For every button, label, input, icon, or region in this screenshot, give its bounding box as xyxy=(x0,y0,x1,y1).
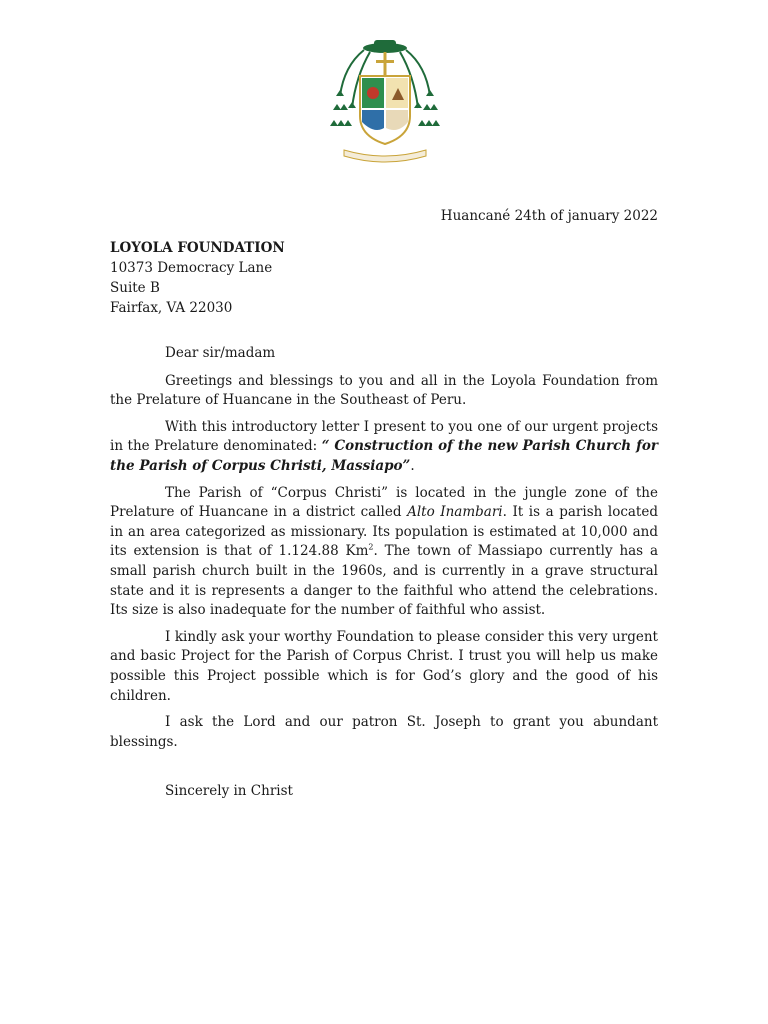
closing: Sincerely in Christ xyxy=(165,783,293,800)
paragraph-greeting: Greetings and blessings to you and all in the Loyola Foundation from the Prelature of Huancane in the Southeast of Peru. xyxy=(110,372,658,409)
paragraph-request: I kindly ask your worthy Foundation to please consider this very urgent and basic Project for the Parish of Corpus Christ. I trust you will help us make possible this Project possible which is for God’s glory and the good of his children. xyxy=(110,628,658,704)
salutation: Dear sir/madam xyxy=(165,345,276,361)
address-line-1: 10373 Democracy Lane xyxy=(110,260,273,276)
address-line-2: Suite B xyxy=(110,280,160,296)
paragraph-project-intro xyxy=(110,418,658,477)
recipient-organization: LOYOLA FOUNDATION xyxy=(110,240,285,256)
parish-text-a: The Parish of “Corpus Christi” is located in the jungle zone of the Prelature of Huancane in a district called xyxy=(110,484,658,521)
superscript-2: 2 xyxy=(368,542,374,552)
coat-of-arms-logo xyxy=(330,36,440,164)
address-line-3: Fairfax, VA 22030 xyxy=(110,300,233,316)
project-intro-text: With this introductory letter I present to you one of our urgent projects in the Prelature denominated: xyxy=(110,418,658,455)
paragraph-parish-description xyxy=(110,484,658,621)
paragraph-blessing: I ask the Lord and our patron St. Joseph to grant you abundant blessings. xyxy=(110,714,658,750)
project-intro-end: . xyxy=(410,457,415,474)
parish-text-d: . The town of Massiapo currently has a small parish church built in the 1960s, and is currently in a grave structural state and it is represents a danger to the faithful who attend the celebrations. Its size is also inadequate for the number of faithful who assist. xyxy=(110,543,658,619)
project-title: “ Construction of the new Parish Church for the Parish of Corpus Christi, Massiapo” xyxy=(110,438,658,474)
letter-body xyxy=(110,344,658,809)
recipient-address xyxy=(110,238,285,318)
district-name: Alto Inambari xyxy=(407,504,503,521)
letter-date: Huancané 24th of january 2022 xyxy=(440,208,658,224)
parish-text-c: . It is a parish located in an area categorized as missionary. Its population is estimated at 10,000 and its extension is that of 1.124.88 Km xyxy=(110,504,658,560)
